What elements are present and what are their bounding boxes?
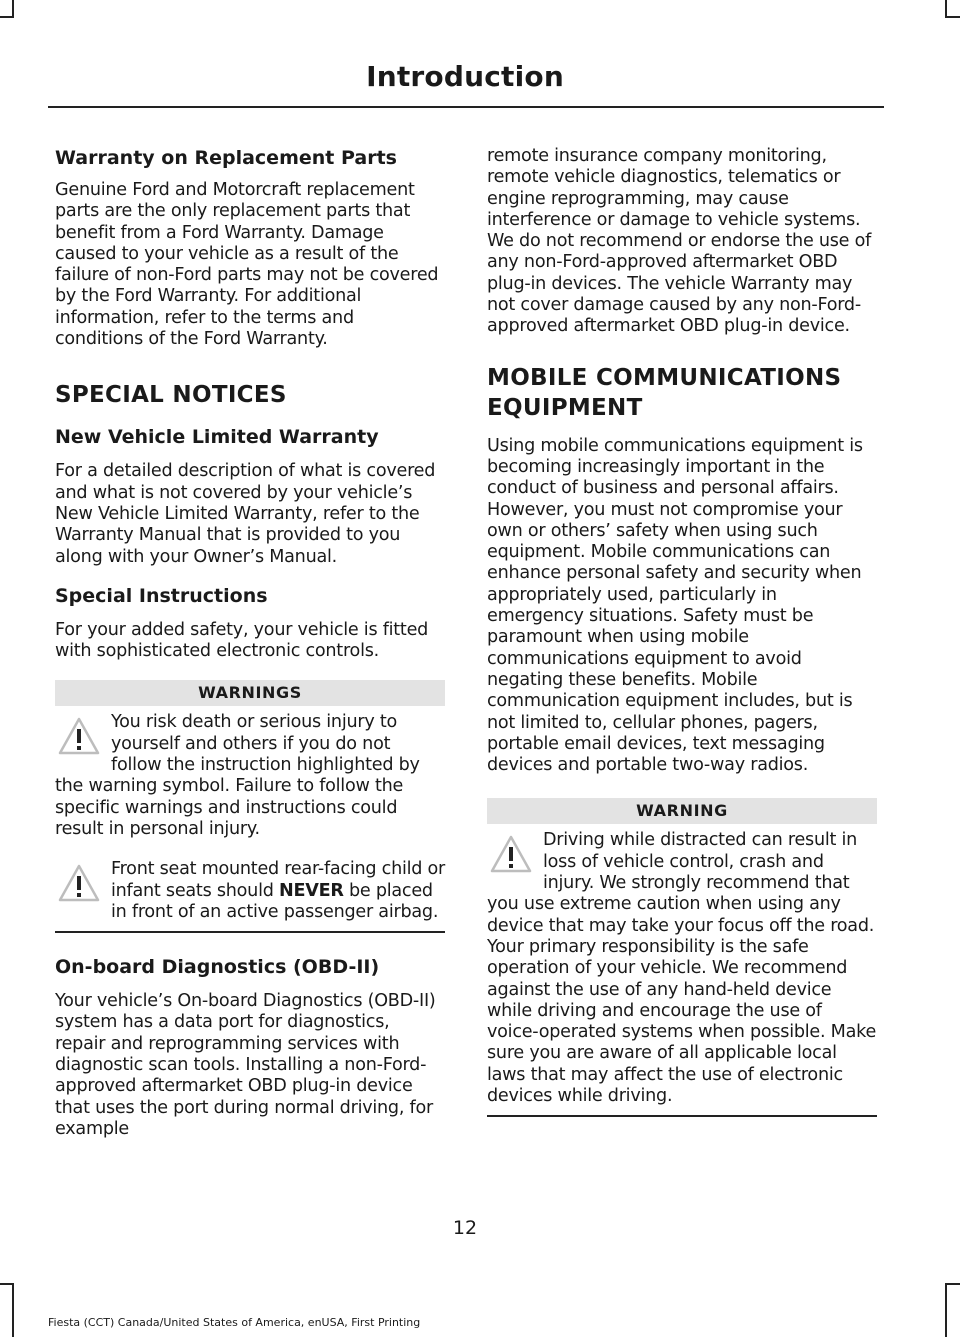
warning-triangle-icon [57, 863, 101, 903]
limited-warranty-heading: New Vehicle Limited Warranty [55, 426, 379, 449]
crop-mark-bottom-right-horizontal [945, 1283, 960, 1285]
crop-mark-top-right-horizontal [945, 16, 960, 18]
obd-heading: On-board Diagnostics (OBD-II) [55, 956, 380, 979]
crop-mark-top-left-vertical [12, 0, 14, 16]
warranty-heading: Warranty on Replacement Parts [55, 147, 397, 169]
special-notices-heading: SPECIAL NOTICES [55, 382, 287, 409]
special-instructions-body: For your added safety, your vehicle is fitted with sophisticated electronic controls. [55, 619, 429, 662]
warning-triangle-icon [57, 716, 101, 756]
special-instructions-heading: Special Instructions [55, 584, 268, 607]
mobile-heading-line-1: MOBILE COMMUNICATIONS [487, 364, 842, 391]
warnings-banner: WARNINGS [55, 680, 445, 706]
warning-2-emphasis: NEVER [278, 880, 344, 901]
mobile-heading-line-2: EQUIPMENT [487, 394, 643, 421]
warnings-end-divider [55, 931, 445, 933]
warranty-body: Genuine Ford and Motorcraft replacement parts are the only replacement parts that benefit from a Ford Warranty. Damage caused to your vehicle as a result of the failure of non-Ford parts may not be covered by the Ford Warranty. For additional information, refer to the terms and conditions of the Ford Warranty. [55, 180, 439, 350]
warning-2-text-start: Front seat mounted rear-facing child or infant seats should [111, 859, 446, 901]
crop-mark-top-right-vertical [945, 0, 947, 16]
warning-2-text-end: be placed in front of an active passenger airbag. [111, 880, 439, 922]
section-title: Introduction [366, 60, 564, 93]
crop-mark-top-left-horizontal [0, 16, 14, 18]
header-divider [48, 106, 884, 108]
warning-1-text: You risk death or serious injury to yourself and others if you do not follow the instruction highlighted by the warning symbol. Failure to follow the specific warnings and instructions could result in personal injury. [55, 712, 420, 839]
obd-body: Your vehicle’s On-board Diagnostics (OBD-II) system has a data port for diagnostics, repair and reprogramming services with diagnostic scan tools. Installing a non-Ford-approved aftermarket OBD plug-in device that uses the port during normal driving, for example [55, 991, 436, 1139]
crop-mark-bottom-left-horizontal [0, 1283, 14, 1285]
warning-2-text [55, 859, 445, 923]
obd-continued-body: remote insurance company monitoring, remote vehicle diagnostics, telematics or engine reprogramming, may cause interference or damage to vehicle systems. We do not recommend or endorse the use of any non-Ford-approved aftermarket OBD plug-in devices. The vehicle Warranty may not cover damage caused by any non-Ford-approved aftermarket OBD plug-in device. [487, 146, 872, 337]
warning-item-distraction [487, 830, 877, 1107]
mobile-body: Using mobile communications equipment is becoming increasingly important in the conduct of business and personal affairs. However, you must not compromise your own or others’ safety when using such equipment. Mobile communications can enhance personal safety and security when appropriately used, particularly in emergency situations. Safety must be paramount when using mobile communications equipment to avoid negating these benefits. Mobile communication equipment includes, but is not limited to, cellular phones, pagers, portable email devices, text messaging devices and portable two-way radios. [487, 435, 863, 776]
warning-item-1 [55, 712, 445, 840]
crop-mark-bottom-left-vertical [12, 1283, 14, 1337]
warning-item-2 [55, 859, 445, 923]
limited-warranty-body: For a detailed description of what is covered and what is not covered by your vehicle’s New Vehicle Limited Warranty, refer to the Warranty Manual that is provided to you along with your Owner’s Manual. [55, 461, 436, 567]
right-column [487, 146, 877, 1117]
page-number: 12 [452, 1217, 478, 1239]
warning-end-divider [487, 1115, 877, 1117]
warning-banner: WARNING [487, 798, 877, 824]
crop-mark-bottom-right-vertical [945, 1283, 947, 1337]
warning-triangle-icon [489, 834, 533, 874]
print-info: Fiesta (CCT) Canada/United States of America, enUSA, First Printing [48, 1316, 421, 1329]
warning-distraction-text: Driving while distracted can result in loss of vehicle control, crash and injury. We strongly recommend that you use extreme caution when using any device that may take your focus off the road. Your primary responsibility is the safe operation of your vehicle. We recommend against the use of any hand-held device while driving and encourage the use of voice-operated systems when possible. Make sure you are aware of all applicable local laws that may affect the use of electronic devices while driving. [487, 830, 877, 1106]
left-column [55, 146, 445, 1140]
